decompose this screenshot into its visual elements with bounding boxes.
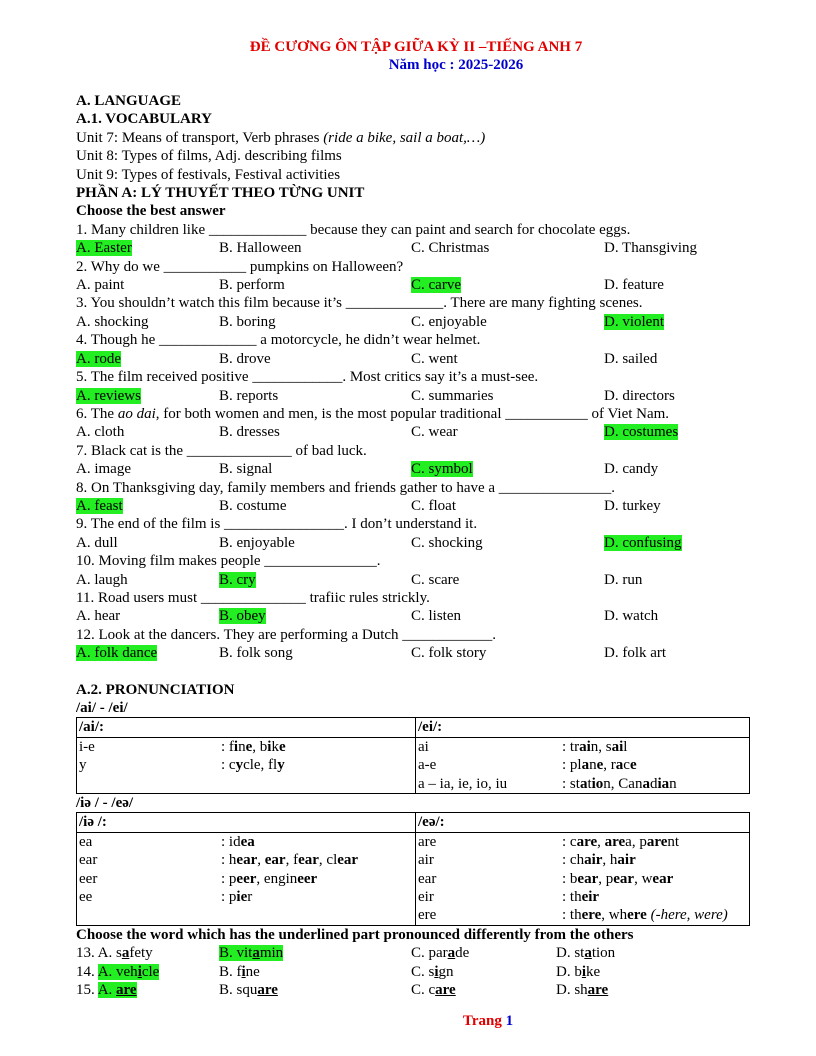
document-title: ĐỀ CƯƠNG ÔN TẬP GIỮA KỲ II –TIẾNG ANH 7: [249, 39, 583, 55]
answer-option: C. enjoyable: [411, 313, 487, 330]
ei-rules: ai : train, sail a-e : plane, race a – ia, ie, io, iu : station, Canadian: [416, 737, 750, 793]
answer-option: B. enjoyable: [219, 534, 295, 551]
ia-ea-table: [76, 812, 750, 925]
answer-option: D. confusing: [604, 534, 682, 551]
answer-options: [76, 497, 756, 515]
school-year: Năm học : 2025-2026: [388, 57, 524, 73]
answer-option: D. watch: [604, 608, 659, 625]
question-text: 9. The end of the film is ________________. I don’t understand it.: [76, 516, 478, 533]
question-13: 13. A. safety B. vitamin C. parade D. station: [76, 945, 616, 962]
answer-option: C. listen: [411, 608, 462, 625]
answer-option: C. wear: [411, 424, 458, 441]
page-footer: Trang 1: [462, 1013, 514, 1029]
answer-option: C. shocking: [411, 534, 483, 551]
ei-header: /ei/:: [416, 718, 750, 737]
ai-rules: i-e : fine, bike y : cycle, fly: [77, 737, 416, 793]
answer-option: A. feast: [76, 497, 123, 514]
ia-ea-heading: /iə / - /eə/: [76, 795, 134, 812]
answer-options: [76, 313, 756, 331]
unit8-line: Unit 8: Types of films, Adj. describing films: [76, 148, 342, 165]
question-text: 3. You shouldn’t watch this film because it’s _____________. There are many fighting scenes.: [76, 295, 643, 312]
section-a: A. LANGUAGE: [76, 93, 182, 109]
answer-option: D. violent: [604, 313, 664, 330]
answer-options: [76, 571, 756, 589]
question-list: [76, 221, 756, 663]
answer-option: A. rode: [76, 350, 121, 367]
answer-option: B. signal: [219, 461, 273, 478]
question-text: 11. Road users must ______________ trafiic rules strickly.: [76, 589, 430, 606]
answer-option: B. perform: [219, 277, 285, 294]
question-text: 12. Look at the dancers. They are performing a Dutch ____________.: [76, 626, 497, 643]
answer-option: C. scare: [411, 571, 460, 588]
question-14: 14. A. vehicle B. fine C. sign D. bike: [76, 963, 601, 980]
answer-option: B. drove: [219, 350, 271, 367]
answer-options: [76, 423, 756, 441]
answer-option: B. reports: [219, 387, 279, 404]
answer-option: A. Easter: [76, 240, 132, 257]
answer-option: C. Christmas: [411, 240, 490, 257]
answer-option: A. cloth: [76, 424, 125, 441]
phan-a-heading: PHẦN A: LÝ THUYẾT THEO TỪNG UNIT: [76, 185, 365, 202]
question-text: 8. On Thanksgiving day, family members and friends gather to have a _______________.: [76, 479, 616, 496]
answer-option: D. Thansgiving: [604, 240, 698, 257]
ea-rules: are : care, area, parent air : chair, hair ear : bear, pear, wear eir : their ere : there, where (-here, were): [416, 832, 750, 925]
answer-option: B. obey: [219, 608, 266, 625]
answer-option: A. reviews: [76, 387, 141, 404]
question-text: 4. Though he _____________ a motorcycle, he didn’t wear helmet.: [76, 332, 481, 349]
answer-option: C. went: [411, 350, 458, 367]
answer-option: C. float: [411, 497, 456, 514]
question-text: 5. The film received positive ____________. Most critics say it’s a must-see.: [76, 369, 539, 386]
answer-option: D. folk art: [604, 645, 667, 662]
unit7-line: Unit 7: Means of transport, Verb phrases (ride a bike, sail a boat,…): [76, 129, 486, 146]
answer-option: A. folk dance: [76, 645, 158, 662]
ia-rules: ea : idea ear : hear, ear, fear, clear eer : peer, engineer ee : pier: [77, 832, 416, 925]
answer-option: A. dull: [76, 534, 118, 551]
ia-header: /iə /:: [77, 813, 416, 832]
answer-option: D. candy: [604, 461, 659, 478]
answer-options: [76, 350, 756, 368]
ai-ei-heading: /ai/ - /ei/: [76, 700, 128, 716]
answer-option: A. image: [76, 461, 131, 478]
answer-options: [76, 239, 756, 257]
answer-option: B. folk song: [219, 645, 293, 662]
answer-option: D. feature: [604, 277, 664, 294]
answer-option: A. paint: [76, 277, 125, 294]
answer-option: C. carve: [411, 277, 461, 294]
question-text: 7. Black cat is the ______________ of bad luck.: [76, 442, 367, 459]
answer-option: C. symbol: [411, 461, 473, 478]
answer-option: B. boring: [219, 313, 276, 330]
answer-option: D. directors: [604, 387, 675, 404]
answer-options: [76, 607, 756, 625]
answer-options: [76, 460, 756, 478]
choose-word-heading: Choose the word which has the underlined part pronounced differently from the others: [76, 926, 634, 943]
answer-option: A. shocking: [76, 313, 149, 330]
answer-options: [76, 534, 756, 552]
answer-option: D. sailed: [604, 350, 658, 367]
answer-option: B. costume: [219, 497, 287, 514]
section-a1: A.1. VOCABULARY: [76, 111, 212, 128]
answer-option: C. summaries: [411, 387, 494, 404]
answer-option: B. dresses: [219, 424, 280, 441]
choose-best-answer: Choose the best answer: [76, 203, 226, 220]
question-text: 10. Moving film makes people _______________.: [76, 553, 381, 570]
question-text: 6. The ao dai, for both women and men, is the most popular traditional ___________ of Viet Nam.: [76, 405, 670, 422]
pronunciation-heading: A.2. PRONUNCIATION: [76, 681, 235, 698]
answer-option: A. laugh: [76, 571, 128, 588]
ea-header: /eə/:: [416, 813, 750, 832]
ai-header: /ai/:: [77, 718, 416, 737]
answer-options: [76, 387, 756, 405]
answer-option: A. hear: [76, 608, 121, 625]
answer-options: [76, 644, 756, 662]
question-text: 2. Why do we ___________ pumpkins on Halloween?: [76, 258, 404, 275]
question-text: 1. Many children like _____________ because they can paint and search for chocolate eggs.: [76, 221, 631, 238]
answer-option: D. costumes: [604, 424, 679, 441]
answer-option: C. folk story: [411, 645, 487, 662]
answer-option: D. run: [604, 571, 643, 588]
question-15: 15. A. are B. square C. care D. share: [76, 982, 609, 999]
answer-options: [76, 276, 756, 294]
answer-option: D. turkey: [604, 497, 661, 514]
answer-option: B. cry: [219, 571, 256, 588]
ai-ei-table: [76, 717, 750, 794]
unit9-line: Unit 9: Types of festivals, Festival activities: [76, 166, 341, 183]
answer-option: B. Halloween: [219, 240, 302, 257]
